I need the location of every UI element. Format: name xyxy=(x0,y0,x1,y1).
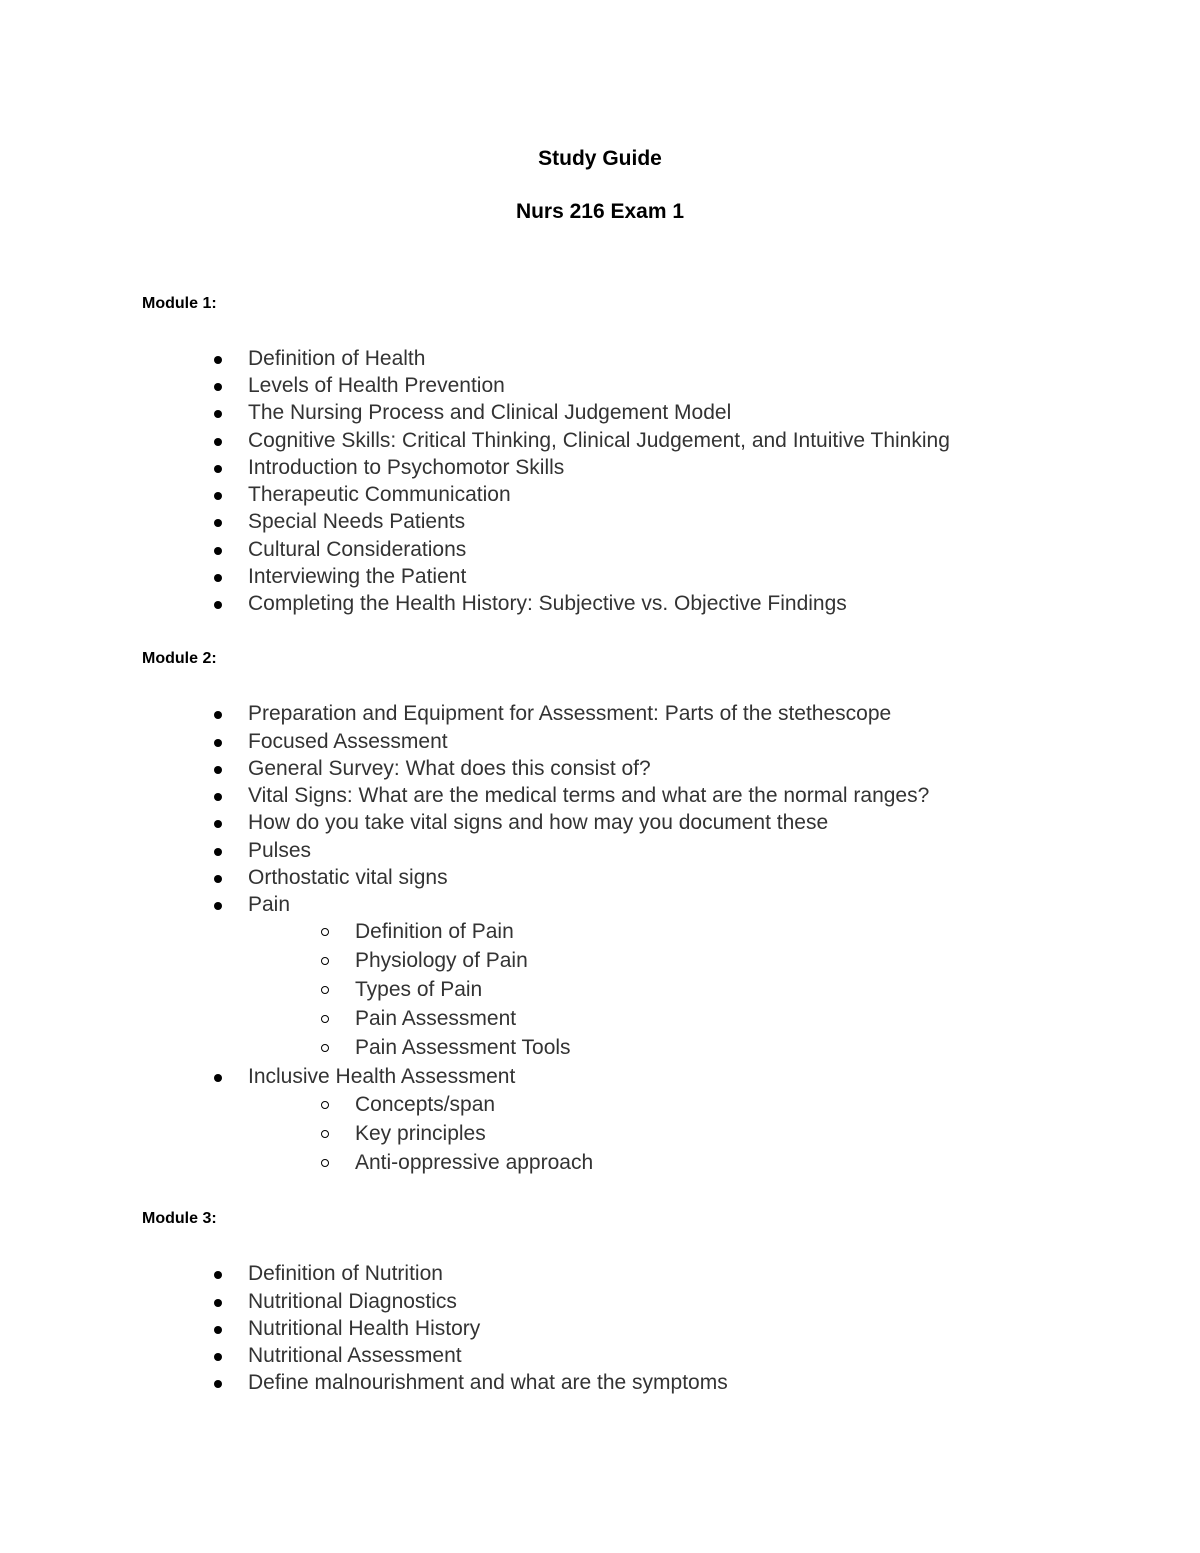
list-item-label: Orthostatic vital signs xyxy=(248,866,448,889)
sub-list-item-label: Pain Assessment Tools xyxy=(355,1036,571,1059)
list-item-label: Nutritional Assessment xyxy=(248,1344,462,1367)
bullet-icon xyxy=(214,1380,222,1388)
bullet-icon xyxy=(214,465,222,473)
list-item xyxy=(248,482,511,508)
sub-list-item-label: Pain Assessment xyxy=(355,1007,517,1030)
sub-list-item-label: Definition of Pain xyxy=(355,920,514,943)
list-item xyxy=(248,756,651,782)
circle-bullet-icon xyxy=(321,928,329,936)
list-item xyxy=(248,537,466,563)
circle-bullet-icon xyxy=(321,1159,329,1167)
list-item xyxy=(248,865,448,891)
sub-list-item xyxy=(355,1092,495,1118)
bullet-icon xyxy=(214,519,222,527)
list-item-label: Introduction to Psychomotor Skills xyxy=(248,456,565,479)
list-item-label: Preparation and Equipment for Assessment: Parts of the stethescope xyxy=(248,702,892,725)
bullet-icon xyxy=(214,711,222,719)
list-item-label: How do you take vital signs and how may you document these xyxy=(248,811,829,834)
list-item-label: Completing the Health History: Subjective vs. Objective Findings xyxy=(248,592,847,615)
document-subtitle: Nurs 216 Exam 1 xyxy=(515,200,685,223)
bullet-icon xyxy=(214,1353,222,1361)
sub-list-item xyxy=(355,1150,593,1176)
module-heading: Module 3: xyxy=(142,1210,217,1227)
sub-list-item-label: Anti-oppressive approach xyxy=(355,1151,594,1174)
list-item xyxy=(248,564,466,590)
list-item-label: Interviewing the Patient xyxy=(248,565,467,588)
list-item xyxy=(248,346,425,372)
bullet-icon xyxy=(214,601,222,609)
module-heading: Module 2: xyxy=(142,650,217,667)
bullet-icon xyxy=(214,492,222,500)
list-item-label: Therapeutic Communication xyxy=(248,483,511,506)
bullet-icon xyxy=(214,848,222,856)
sub-list-item-label: Concepts/span xyxy=(355,1093,496,1116)
list-item xyxy=(248,1261,443,1287)
circle-bullet-icon xyxy=(321,1101,329,1109)
list-item xyxy=(248,591,847,617)
sub-list-item xyxy=(355,919,514,945)
sub-list-item-label: Physiology of Pain xyxy=(355,949,528,972)
bullet-icon xyxy=(214,820,222,828)
bullet-icon xyxy=(214,1271,222,1279)
list-item-label: General Survey: What does this consist of? xyxy=(248,757,651,780)
sub-list-item xyxy=(355,977,482,1003)
sub-list-item xyxy=(355,1006,516,1032)
list-item xyxy=(248,810,828,836)
bullet-icon xyxy=(214,547,222,555)
list-item xyxy=(248,1064,515,1090)
bullet-icon xyxy=(214,1299,222,1307)
list-item xyxy=(248,892,290,918)
list-item xyxy=(248,701,891,727)
list-item xyxy=(248,783,929,809)
list-item xyxy=(248,455,564,481)
list-item xyxy=(248,1316,480,1342)
circle-bullet-icon xyxy=(321,1130,329,1138)
sub-list-item xyxy=(355,948,528,974)
bullet-icon xyxy=(214,1074,222,1082)
list-item xyxy=(248,729,448,755)
module-heading: Module 1: xyxy=(142,295,217,312)
list-item-label: Nutritional Diagnostics xyxy=(248,1290,457,1313)
list-item-label: Focused Assessment xyxy=(248,730,448,753)
list-item-label: Pain xyxy=(248,893,291,916)
circle-bullet-icon xyxy=(321,986,329,994)
list-item xyxy=(248,838,311,864)
document-title: Study Guide xyxy=(538,147,662,170)
sub-list-item-label: Types of Pain xyxy=(355,978,483,1001)
bullet-icon xyxy=(214,410,222,418)
sub-list-item-label: Key principles xyxy=(355,1122,486,1145)
bullet-icon xyxy=(214,766,222,774)
bullet-icon xyxy=(214,383,222,391)
list-item-label: Definition of Nutrition xyxy=(248,1262,443,1285)
bullet-icon xyxy=(214,902,222,910)
circle-bullet-icon xyxy=(321,1044,329,1052)
sub-list-item xyxy=(355,1121,486,1147)
bullet-icon xyxy=(214,1326,222,1334)
list-item xyxy=(248,373,505,399)
list-item-label: Nutritional Health History xyxy=(248,1317,481,1340)
list-item xyxy=(248,1343,462,1369)
bullet-icon xyxy=(214,438,222,446)
list-item-label: Pulses xyxy=(248,839,312,862)
list-item xyxy=(248,509,465,535)
list-item-label: The Nursing Process and Clinical Judgement Model xyxy=(248,401,732,424)
bullet-icon xyxy=(214,574,222,582)
circle-bullet-icon xyxy=(321,1015,329,1023)
list-item-label: Special Needs Patients xyxy=(248,510,466,533)
list-item xyxy=(248,1289,457,1315)
list-item-label: Cultural Considerations xyxy=(248,538,467,561)
list-item-label: Levels of Health Prevention xyxy=(248,374,505,397)
circle-bullet-icon xyxy=(321,957,329,965)
list-item-label: Vital Signs: What are the medical terms and what are the normal ranges? xyxy=(248,784,930,807)
bullet-icon xyxy=(214,739,222,747)
list-item xyxy=(248,1370,728,1396)
list-item-label: Cognitive Skills: Critical Thinking, Clinical Judgement, and Intuitive Thinking xyxy=(248,429,950,452)
bullet-icon xyxy=(214,356,222,364)
list-item-label: Definition of Health xyxy=(248,347,426,370)
sub-list-item xyxy=(355,1035,571,1061)
list-item xyxy=(248,400,731,426)
list-item-label: Define malnourishment and what are the symptoms xyxy=(248,1371,728,1394)
bullet-icon xyxy=(214,793,222,801)
list-item-label: Inclusive Health Assessment xyxy=(248,1065,516,1088)
list-item xyxy=(248,428,950,454)
bullet-icon xyxy=(214,875,222,883)
